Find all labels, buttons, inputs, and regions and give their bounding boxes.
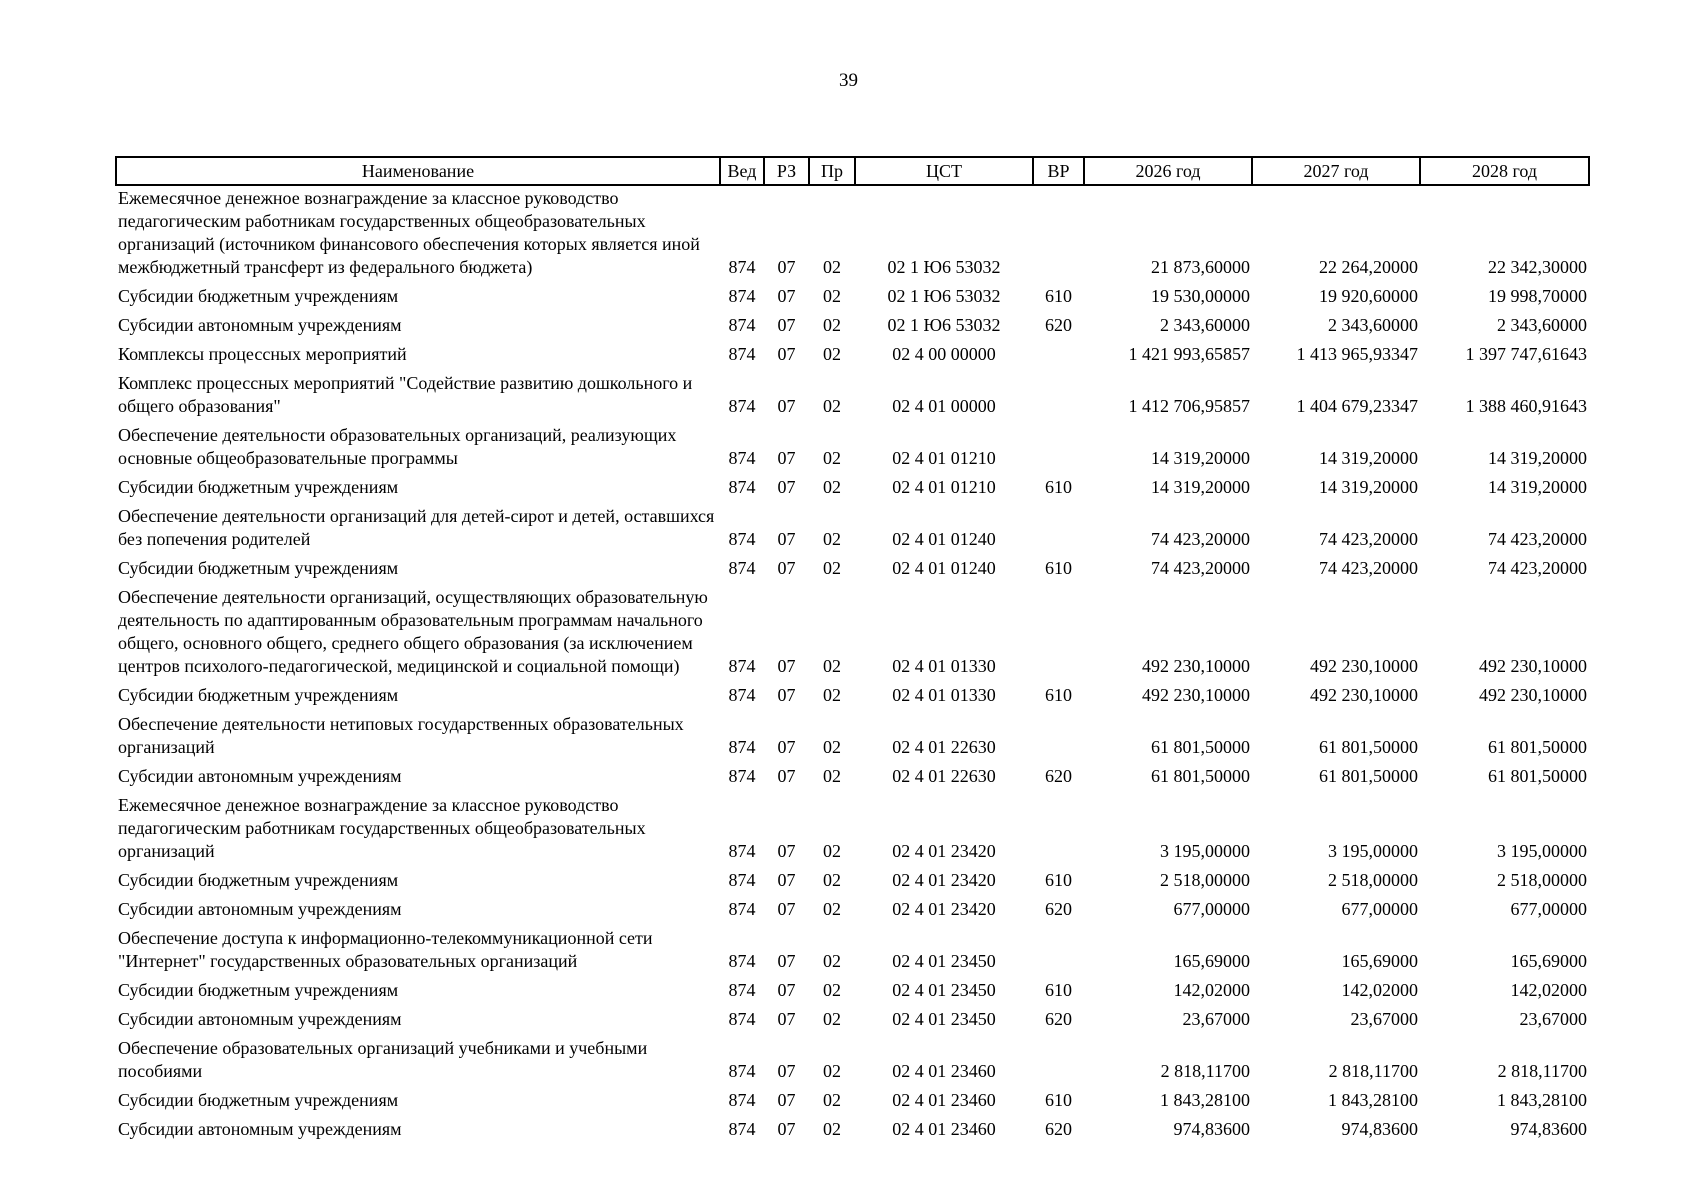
cell-2027: 974,83600: [1341, 1119, 1418, 1139]
cell-name: Субсидии автономным учреждениям: [118, 899, 402, 919]
cell-name: Субсидии бюджетным учреждениям: [118, 685, 399, 705]
cell-2027: 2 818,11700: [1328, 1061, 1418, 1081]
cell-2028: 61 801,50000: [1488, 766, 1587, 786]
cell-2028: 1 388 460,91643: [1465, 396, 1587, 416]
cell-vr: [1033, 366, 1084, 418]
cell-ved: 874: [728, 315, 756, 335]
cell-cst: 02 4 01 23460: [892, 1061, 996, 1081]
cell-rz: 07: [777, 1090, 796, 1110]
cell-2026: 2 343,60000: [1160, 315, 1250, 335]
header-row: [116, 157, 1589, 185]
cell-cst: 02 4 01 23420: [892, 841, 996, 861]
cell-pr: 02: [823, 980, 841, 1000]
cell-name: Обеспечение деятельности образовательных организаций, реализующих основные общеобразовательные программы: [118, 425, 677, 468]
cell-2027: 23,67000: [1350, 1009, 1418, 1029]
cell-2027: 165,69000: [1341, 951, 1418, 971]
cell-ved: 874: [728, 286, 756, 306]
cell-rz: 07: [777, 980, 796, 1000]
cell-2026: 14 319,20000: [1151, 448, 1250, 468]
cell-pr: 02: [823, 286, 841, 306]
cell-ved: 874: [728, 558, 756, 578]
cell-rz: 07: [777, 1119, 796, 1139]
cell-pr: 02: [823, 870, 841, 890]
cell-cst: 02 4 01 22630: [892, 766, 996, 786]
cell-2027: 14 319,20000: [1319, 477, 1418, 497]
cell-2028: 974,83600: [1510, 1119, 1587, 1139]
table-row: [116, 973, 1589, 1002]
cell-rz: 07: [777, 558, 796, 578]
cell-pr: 02: [823, 766, 841, 786]
cell-name: Обеспечение образовательных организаций учебниками и учебными пособиями: [118, 1038, 648, 1081]
cell-name: Субсидии бюджетным учреждениям: [118, 286, 399, 306]
cell-name: Обеспечение деятельности нетиповых государственных образовательных организаций: [118, 714, 684, 757]
header-vr: ВР: [1033, 157, 1084, 185]
cell-cst: 02 1 Ю6 53032: [887, 315, 1001, 335]
cell-name: Обеспечение деятельности организаций для детей-сирот и детей, оставшихся без попечения родителей: [118, 506, 715, 549]
cell-cst: 02 4 01 23450: [892, 1009, 996, 1029]
cell-rz: 07: [777, 1061, 796, 1081]
header-2027: 2027 год: [1252, 157, 1420, 185]
cell-rz: 07: [777, 257, 796, 277]
cell-rz: 07: [777, 656, 796, 676]
table-row: [116, 580, 1589, 678]
cell-2028: 19 998,70000: [1488, 286, 1587, 306]
header-cst: ЦСТ: [855, 157, 1033, 185]
cell-2028: 142,02000: [1510, 980, 1587, 1000]
cell-2026: 1 412 706,95857: [1128, 396, 1250, 416]
cell-pr: 02: [823, 656, 841, 676]
cell-2026: 2 518,00000: [1160, 870, 1250, 890]
cell-2027: 22 264,20000: [1319, 257, 1418, 277]
cell-name: Субсидии бюджетным учреждениям: [118, 477, 399, 497]
cell-cst: 02 4 01 01210: [892, 448, 996, 468]
cell-rz: 07: [777, 1009, 796, 1029]
cell-name: Ежемесячное денежное вознаграждение за классное руководство педагогическим работникам государственных общеобразовательных организаций (источником финансового обеспечения которых является иной межбюджетный трансферт из федерального бюджета): [118, 188, 700, 277]
cell-2028: 23,67000: [1519, 1009, 1587, 1029]
cell-vr: 620: [1045, 1009, 1072, 1029]
cell-2026: 61 801,50000: [1151, 766, 1250, 786]
cell-rz: 07: [777, 529, 796, 549]
table-header: [116, 157, 1589, 185]
cell-pr: 02: [823, 344, 841, 364]
cell-pr: 02: [823, 685, 841, 705]
cell-2028: 2 343,60000: [1497, 315, 1587, 335]
cell-2028: 14 319,20000: [1488, 448, 1587, 468]
cell-2026: 14 319,20000: [1151, 477, 1250, 497]
table-row: [116, 470, 1589, 499]
cell-2028: 165,69000: [1510, 951, 1587, 971]
cell-name: Ежемесячное денежное вознаграждение за классное руководство педагогическим работникам государственных общеобразовательных организаций: [118, 795, 646, 861]
cell-2027: 19 920,60000: [1319, 286, 1418, 306]
cell-2027: 492 230,10000: [1310, 656, 1418, 676]
cell-2027: 1 843,28100: [1328, 1090, 1418, 1110]
header-name: Наименование: [116, 157, 720, 185]
cell-2027: 1 413 965,93347: [1296, 344, 1418, 364]
cell-ved: 874: [728, 477, 756, 497]
cell-vr: 620: [1045, 766, 1072, 786]
table-row: [116, 185, 1589, 279]
cell-vr: [1033, 580, 1084, 678]
cell-vr: 610: [1045, 1090, 1072, 1110]
cell-name: Субсидии бюджетным учреждениям: [118, 870, 399, 890]
cell-2028: 2 818,11700: [1497, 1061, 1587, 1081]
cell-vr: 610: [1045, 558, 1072, 578]
cell-2027: 2 343,60000: [1328, 315, 1418, 335]
cell-vr: [1033, 921, 1084, 973]
cell-ved: 874: [728, 448, 756, 468]
cell-name: Комплексы процессных мероприятий: [118, 344, 407, 364]
cell-2026: 677,00000: [1173, 899, 1250, 919]
cell-pr: 02: [823, 529, 841, 549]
cell-vr: 610: [1045, 870, 1072, 890]
cell-vr: [1033, 1031, 1084, 1083]
cell-vr: 610: [1045, 980, 1072, 1000]
cell-2026: 492 230,10000: [1142, 685, 1250, 705]
cell-ved: 874: [728, 396, 756, 416]
cell-rz: 07: [777, 841, 796, 861]
cell-cst: 02 4 01 01330: [892, 685, 996, 705]
budget-table: [115, 156, 1590, 1141]
cell-2026: 974,83600: [1173, 1119, 1250, 1139]
cell-vr: [1033, 337, 1084, 366]
cell-pr: 02: [823, 841, 841, 861]
cell-2028: 677,00000: [1510, 899, 1587, 919]
cell-ved: 874: [728, 1009, 756, 1029]
cell-rz: 07: [777, 766, 796, 786]
cell-ved: 874: [728, 766, 756, 786]
cell-cst: 02 4 01 23460: [892, 1119, 996, 1139]
cell-vr: [1033, 185, 1084, 279]
cell-name: Комплекс процессных мероприятий "Содействие развитию дошкольного и общего образования": [118, 373, 693, 416]
table-row: [116, 1083, 1589, 1112]
header-2026: 2026 год: [1084, 157, 1252, 185]
cell-cst: 02 4 01 23460: [892, 1090, 996, 1110]
cell-rz: 07: [777, 870, 796, 890]
cell-vr: [1033, 499, 1084, 551]
cell-name: Субсидии бюджетным учреждениям: [118, 558, 399, 578]
table-row: [116, 551, 1589, 580]
header-ved: Вед: [720, 157, 764, 185]
header-pr: Пр: [809, 157, 855, 185]
table-row: [116, 279, 1589, 308]
cell-vr: 610: [1045, 286, 1072, 306]
cell-ved: 874: [728, 1061, 756, 1081]
cell-rz: 07: [777, 344, 796, 364]
cell-2027: 74 423,20000: [1319, 558, 1418, 578]
table-row: [116, 788, 1589, 863]
table-row: [116, 707, 1589, 759]
table-row: [116, 759, 1589, 788]
cell-2026: 142,02000: [1173, 980, 1250, 1000]
cell-rz: 07: [777, 315, 796, 335]
cell-2028: 1 843,28100: [1497, 1090, 1587, 1110]
cell-rz: 07: [777, 396, 796, 416]
cell-ved: 874: [728, 899, 756, 919]
cell-ved: 874: [728, 737, 756, 757]
cell-2027: 677,00000: [1341, 899, 1418, 919]
cell-cst: 02 4 01 23450: [892, 980, 996, 1000]
cell-rz: 07: [777, 951, 796, 971]
cell-ved: 874: [728, 1090, 756, 1110]
cell-2028: 22 342,30000: [1488, 257, 1587, 277]
cell-ved: 874: [728, 257, 756, 277]
cell-name: Субсидии автономным учреждениям: [118, 315, 402, 335]
cell-cst: 02 4 01 01330: [892, 656, 996, 676]
cell-name: Субсидии автономным учреждениям: [118, 766, 402, 786]
cell-name: Субсидии бюджетным учреждениям: [118, 980, 399, 1000]
cell-pr: 02: [823, 1119, 841, 1139]
cell-2027: 142,02000: [1341, 980, 1418, 1000]
table-row: [116, 678, 1589, 707]
cell-2027: 74 423,20000: [1319, 529, 1418, 549]
cell-pr: 02: [823, 477, 841, 497]
cell-ved: 874: [728, 841, 756, 861]
cell-ved: 874: [728, 344, 756, 364]
cell-rz: 07: [777, 477, 796, 497]
cell-2028: 1 397 747,61643: [1465, 344, 1587, 364]
cell-ved: 874: [728, 980, 756, 1000]
cell-cst: 02 4 01 23420: [892, 899, 996, 919]
cell-2026: 74 423,20000: [1151, 558, 1250, 578]
cell-ved: 874: [728, 951, 756, 971]
table-row: [116, 499, 1589, 551]
cell-pr: 02: [823, 951, 841, 971]
cell-pr: 02: [823, 1090, 841, 1110]
cell-vr: 620: [1045, 899, 1072, 919]
table-row: [116, 418, 1589, 470]
cell-cst: 02 4 01 01240: [892, 558, 996, 578]
cell-rz: 07: [777, 448, 796, 468]
cell-cst: 02 1 Ю6 53032: [887, 286, 1001, 306]
cell-cst: 02 4 00 00000: [892, 344, 996, 364]
table-row: [116, 366, 1589, 418]
cell-vr: 620: [1045, 1119, 1072, 1139]
page-number: 39: [839, 70, 858, 91]
cell-ved: 874: [728, 529, 756, 549]
cell-cst: 02 4 01 01210: [892, 477, 996, 497]
cell-rz: 07: [777, 737, 796, 757]
table-row: [116, 337, 1589, 366]
table-row: [116, 308, 1589, 337]
cell-pr: 02: [823, 737, 841, 757]
cell-2028: 492 230,10000: [1479, 685, 1587, 705]
cell-2026: 61 801,50000: [1151, 737, 1250, 757]
cell-pr: 02: [823, 899, 841, 919]
cell-rz: 07: [777, 899, 796, 919]
cell-pr: 02: [823, 558, 841, 578]
table-row: [116, 863, 1589, 892]
table-row: [116, 921, 1589, 973]
cell-pr: 02: [823, 257, 841, 277]
cell-2028: 3 195,00000: [1497, 841, 1587, 861]
cell-pr: 02: [823, 315, 841, 335]
cell-2026: 165,69000: [1173, 951, 1250, 971]
cell-2027: 1 404 679,23347: [1296, 396, 1418, 416]
table-body: [116, 185, 1589, 1141]
cell-pr: 02: [823, 448, 841, 468]
table-row: [116, 1031, 1589, 1083]
header-2028: 2028 год: [1420, 157, 1589, 185]
cell-2027: 2 518,00000: [1328, 870, 1418, 890]
cell-cst: 02 4 01 23450: [892, 951, 996, 971]
table-row: [116, 892, 1589, 921]
cell-name: Субсидии бюджетным учреждениям: [118, 1090, 399, 1110]
cell-name: Субсидии автономным учреждениям: [118, 1119, 402, 1139]
cell-ved: 874: [728, 1119, 756, 1139]
cell-2027: 3 195,00000: [1328, 841, 1418, 861]
cell-vr: [1033, 707, 1084, 759]
table-row: [116, 1112, 1589, 1141]
cell-cst: 02 4 01 00000: [892, 396, 996, 416]
cell-vr: 610: [1045, 477, 1072, 497]
cell-vr: [1033, 418, 1084, 470]
cell-2028: 2 518,00000: [1497, 870, 1587, 890]
cell-pr: 02: [823, 1009, 841, 1029]
cell-2026: 19 530,00000: [1151, 286, 1250, 306]
cell-2027: 61 801,50000: [1319, 766, 1418, 786]
cell-pr: 02: [823, 396, 841, 416]
cell-cst: 02 4 01 22630: [892, 737, 996, 757]
cell-2028: 74 423,20000: [1488, 529, 1587, 549]
cell-2028: 74 423,20000: [1488, 558, 1587, 578]
cell-2026: 74 423,20000: [1151, 529, 1250, 549]
cell-2028: 14 319,20000: [1488, 477, 1587, 497]
cell-2026: 492 230,10000: [1142, 656, 1250, 676]
cell-2028: 492 230,10000: [1479, 656, 1587, 676]
header-rz: РЗ: [764, 157, 809, 185]
cell-2027: 492 230,10000: [1310, 685, 1418, 705]
cell-2026: 3 195,00000: [1160, 841, 1250, 861]
cell-vr: 610: [1045, 685, 1072, 705]
cell-2026: 21 873,60000: [1151, 257, 1250, 277]
cell-name: Обеспечение доступа к информационно-телекоммуникационной сети "Интернет" государственных образовательных организаций: [118, 928, 653, 971]
cell-pr: 02: [823, 1061, 841, 1081]
cell-ved: 874: [728, 656, 756, 676]
cell-name: Субсидии автономным учреждениям: [118, 1009, 402, 1029]
cell-vr: 620: [1045, 315, 1072, 335]
cell-ved: 874: [728, 870, 756, 890]
table-row: [116, 1002, 1589, 1031]
cell-2026: 2 818,11700: [1160, 1061, 1250, 1081]
cell-2026: 1 843,28100: [1160, 1090, 1250, 1110]
cell-2026: 1 421 993,65857: [1128, 344, 1250, 364]
cell-cst: 02 4 01 01240: [892, 529, 996, 549]
cell-cst: 02 4 01 23420: [892, 870, 996, 890]
cell-2028: 61 801,50000: [1488, 737, 1587, 757]
cell-name: Обеспечение деятельности организаций, осуществляющих образовательную деятельность по адаптированным образовательным программам начального общего, основного общего, среднего общего образования (за исключением центров психолого-педагогической, медицинской и социальной помощи): [118, 587, 708, 676]
cell-ved: 874: [728, 685, 756, 705]
cell-2027: 61 801,50000: [1319, 737, 1418, 757]
cell-rz: 07: [777, 286, 796, 306]
cell-2026: 23,67000: [1182, 1009, 1250, 1029]
cell-2027: 14 319,20000: [1319, 448, 1418, 468]
cell-rz: 07: [777, 685, 796, 705]
cell-vr: [1033, 788, 1084, 863]
cell-cst: 02 1 Ю6 53032: [887, 257, 1001, 277]
